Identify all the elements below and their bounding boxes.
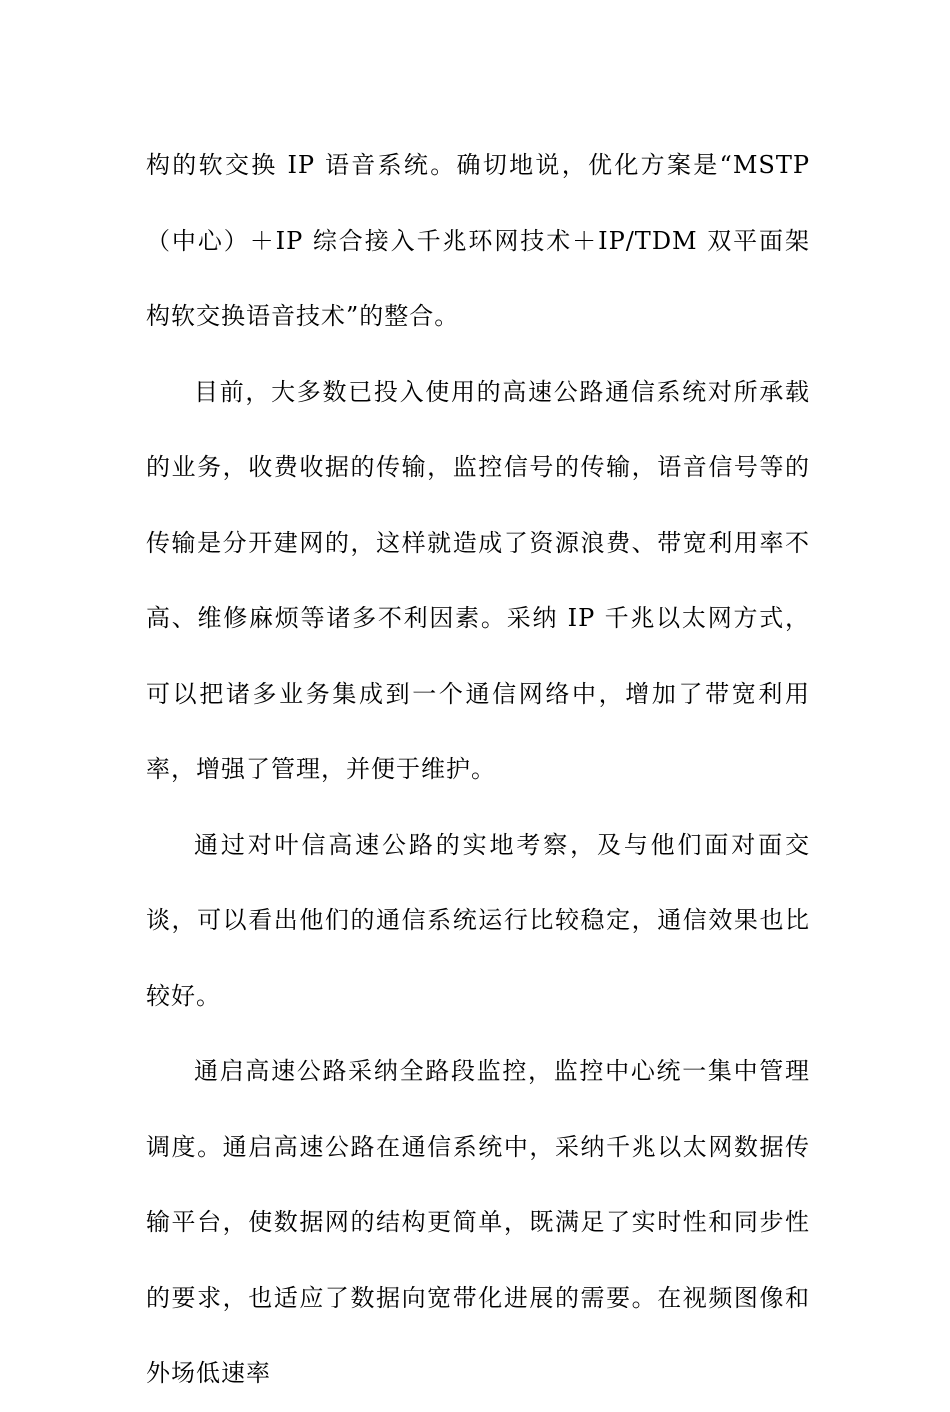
- paragraph-current-status: 目前，大多数已投入使用的高速公路通信系统对所承载的业务，收费收据的传输，监控信号的传输，语音信号等的传输是分开建网的，这样就造成了资源浪费、带宽利用率不高、维修麻烦等诸多不利因素。采纳 IP 千兆以太网方式，可以把诸多业务集成到一个通信网络中，增加了带宽利用率，增强了管理，并便于维护。: [146, 377, 810, 783]
- paragraph-yexin-survey: 通过对叶信高速公路的实地考察，及与他们面对面交谈，可以看出他们的通信系统运行比较稳定，通信效果也比较好。: [146, 830, 810, 1010]
- paragraph-tongqi-monitoring: 通启高速公路采纳全路段监控，监控中心统一集中管理调度。通启高速公路在通信系统中，采纳千兆以太网数据传输平台，使数据网的结构更简单，既满足了实时性和同步性的要求，也适应了数据向宽带化进展的需要。在视频图像和外场低速率: [146, 1057, 810, 1387]
- body-text: [146, 128, 810, 1412]
- paragraph-continuation: 构的软交换 IP 语音系统。确切地说，优化方案是“MSTP（中心）＋IP 综合接入千兆环网技术＋IP/TDM 双平面架构软交换语音技术”的整合。: [146, 151, 810, 330]
